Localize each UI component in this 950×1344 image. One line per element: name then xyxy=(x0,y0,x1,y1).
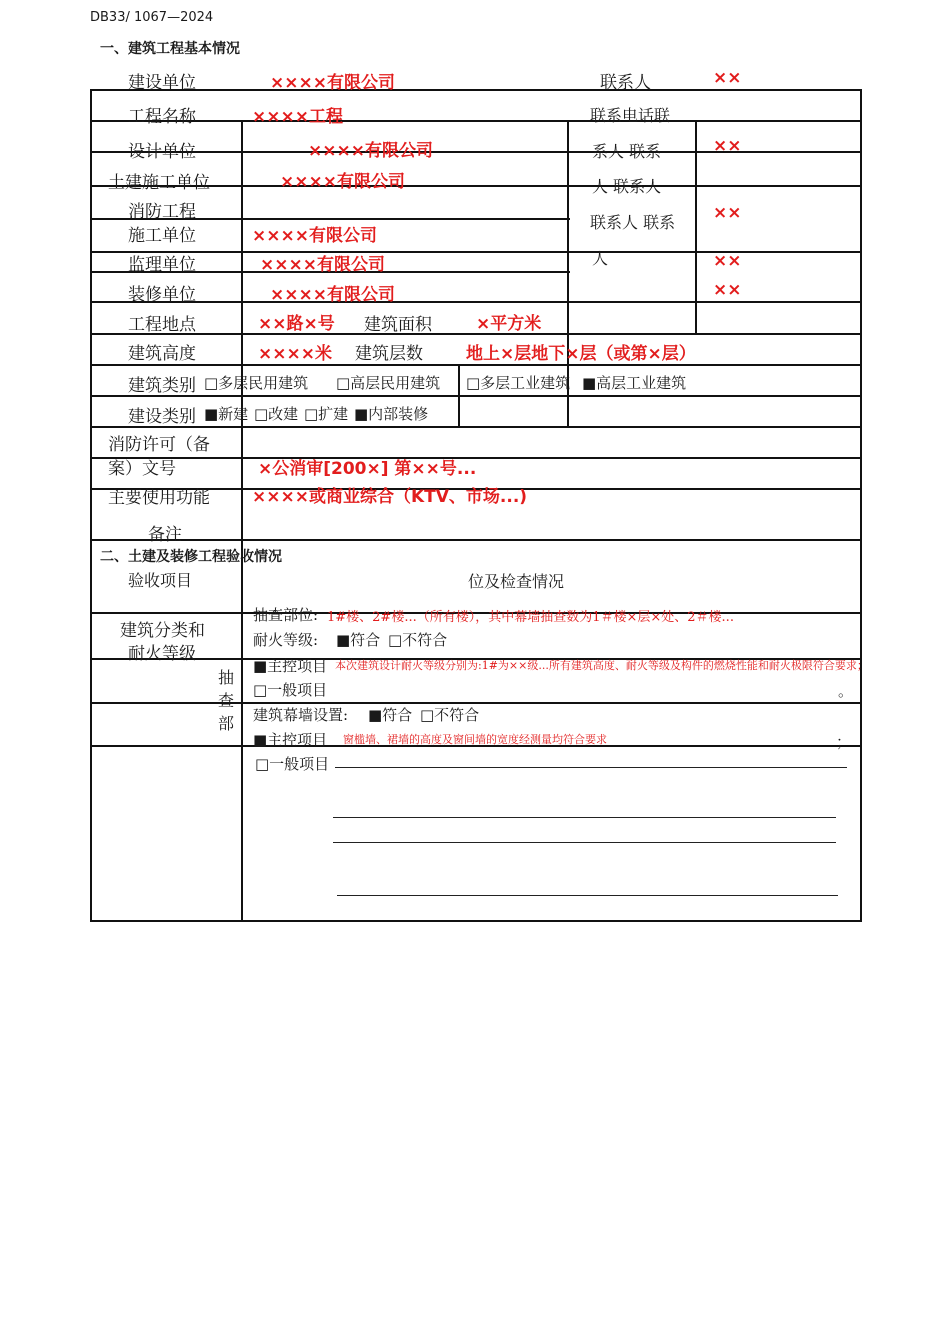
table-border-top xyxy=(90,89,862,91)
jianli-contact: ×× xyxy=(713,251,742,271)
table-border-left xyxy=(90,89,92,922)
jianshe-label: 建设单位 xyxy=(128,73,196,93)
jianshe-value: ××××有限公司 xyxy=(270,73,395,93)
row-line xyxy=(90,426,862,428)
leibie-option-4[interactable]: ■高层工业建筑 xyxy=(582,374,687,392)
curtain-label: 建筑幕墙设置: xyxy=(253,706,349,724)
chou-char-3: 部 xyxy=(218,714,235,733)
main-item-1-value: 本次建筑设计耐火等级分别为:1#为××级...所有建筑高度、耐火等级及构件的燃烧性能和耐火极限符合要求； xyxy=(335,659,868,672)
item1-label-1: 建筑分类和 xyxy=(120,621,205,641)
gaodu-value: ××××米 xyxy=(258,344,332,364)
xiaofang-label-1: 消防工程 xyxy=(128,202,196,222)
mianji-label: 建筑面积 xyxy=(364,315,432,335)
general-item-2[interactable]: □一般项目 xyxy=(255,755,330,773)
tujian-value: ××××有限公司 xyxy=(280,172,405,192)
jslb-option-3[interactable]: □扩建 xyxy=(304,405,349,423)
xiaofang-contact: ×× xyxy=(713,203,742,223)
zhuangxiu-contact: ×× xyxy=(713,280,742,300)
row-line xyxy=(90,301,862,303)
blank-line xyxy=(333,842,836,843)
item1-label-2: 耐火等级 xyxy=(128,644,196,664)
section1-title: 一、建筑工程基本情况 xyxy=(100,41,240,57)
lianxiren-label: 联系人 xyxy=(600,73,651,93)
sheji-contact: ×× xyxy=(713,136,742,156)
blank-line xyxy=(337,895,838,896)
curtain-option-yes[interactable]: ■符合 xyxy=(368,706,413,724)
section2-title: 二、土建及装修工程验收情况 xyxy=(100,549,282,565)
xuke-label-2: 案）文号 xyxy=(108,459,176,479)
xuke-label-1: 消防许可（备 xyxy=(108,435,210,455)
sheji-label: 设计单位 xyxy=(128,142,196,162)
row-line xyxy=(90,151,862,153)
leibie-option-2[interactable]: □高层民用建筑 xyxy=(336,374,441,392)
zhuangxiu-value: ××××有限公司 xyxy=(270,285,395,305)
contacts-text-3: 人 联系人 xyxy=(592,177,662,196)
general-item-1[interactable]: □一般项目 xyxy=(253,681,328,699)
gongneng-label: 主要使用功能 xyxy=(108,488,210,508)
col-line xyxy=(458,364,460,426)
blank-line xyxy=(333,817,836,818)
spot-label: 抽查部位: xyxy=(253,606,319,624)
contacts-text-1: 联系电话联 xyxy=(590,106,671,125)
mianji-value: ×平方米 xyxy=(476,314,542,334)
main-item-1[interactable]: ■主控项目 xyxy=(253,657,328,675)
chou-char-1: 抽 xyxy=(218,668,235,687)
curtain-option-no[interactable]: □不符合 xyxy=(420,706,480,724)
row-line xyxy=(90,120,862,122)
zhuangxiu-label: 装修单位 xyxy=(128,285,196,305)
leibie-option-1[interactable]: □多层民用建筑 xyxy=(204,374,309,392)
standard-code: DB33/ 1067—2024 xyxy=(90,10,214,25)
main-item-2-end: ； xyxy=(836,733,852,751)
col-line xyxy=(695,120,697,333)
jianli-label: 监理单位 xyxy=(128,255,196,275)
chou-char-2: 查 xyxy=(218,691,235,710)
table-border-right xyxy=(860,89,862,922)
gaodu-label: 建筑高度 xyxy=(128,344,196,364)
sheji-value: ××××有限公司 xyxy=(308,141,433,161)
row-line xyxy=(90,395,862,397)
lianxiren-value: ×× xyxy=(713,68,742,88)
cengshu-value: 地上×层地下×层（或第×层） xyxy=(466,344,696,364)
leibie-option-3[interactable]: □多层工业建筑 xyxy=(466,374,571,392)
spot-value: 1#楼、2#楼...（所有楼），其中幕墙抽查数为1＃楼×层×处、2＃楼... xyxy=(327,610,734,625)
fire-label: 耐火等级: xyxy=(253,631,319,649)
xiaofang-value: ××××有限公司 xyxy=(252,226,377,246)
col2-header: 位及检查情况 xyxy=(468,572,565,591)
table-border-bottom xyxy=(90,920,862,922)
main-item-2-value: 窗槛墙、裙墙的高度及窗间墙的宽度经测量均符合要求 xyxy=(343,733,607,746)
row-line xyxy=(90,364,862,366)
gongneng-value: ××××或商业综合（KTV、市场...) xyxy=(252,487,528,507)
jslb-option-4[interactable]: ■内部装修 xyxy=(354,405,429,423)
didian-value: ××路×号 xyxy=(258,314,335,334)
row-line xyxy=(90,251,862,253)
gongcheng-value: ××××工程 xyxy=(252,107,343,127)
col1-header: 验收项目 xyxy=(128,571,193,590)
gongcheng-label: 工程名称 xyxy=(128,107,196,127)
leibie-label: 建筑类别 xyxy=(128,376,196,396)
jianshe-leibie-label: 建设类别 xyxy=(128,407,196,427)
jianli-value: ××××有限公司 xyxy=(260,255,385,275)
tujian-label: 土建施工单位 xyxy=(108,173,210,193)
fire-option-yes[interactable]: ■符合 xyxy=(336,631,381,649)
fire-option-no[interactable]: □不符合 xyxy=(388,631,448,649)
col-line xyxy=(241,120,243,539)
xiaofang-label-2: 施工单位 xyxy=(128,226,196,246)
row-line xyxy=(90,539,862,541)
jslb-option-1[interactable]: ■新建 xyxy=(204,405,249,423)
contacts-text-2: 系人 联系 xyxy=(592,142,662,161)
didian-label: 工程地点 xyxy=(128,315,196,335)
main-item-2[interactable]: ■主控项目 xyxy=(253,731,328,749)
contacts-text-4: 联系人 联系 xyxy=(590,213,676,232)
xuke-value: ×公消审[200×] 第××号... xyxy=(258,459,477,479)
cengshu-label: 建筑层数 xyxy=(355,344,423,364)
contacts-text-5: 人 xyxy=(592,249,609,268)
jslb-option-2[interactable]: □改建 xyxy=(254,405,299,423)
col-line xyxy=(241,539,243,922)
blank-line xyxy=(335,767,847,768)
general-item-1-end: 。 xyxy=(838,682,854,700)
beizhu-label: 备注 xyxy=(148,525,182,545)
